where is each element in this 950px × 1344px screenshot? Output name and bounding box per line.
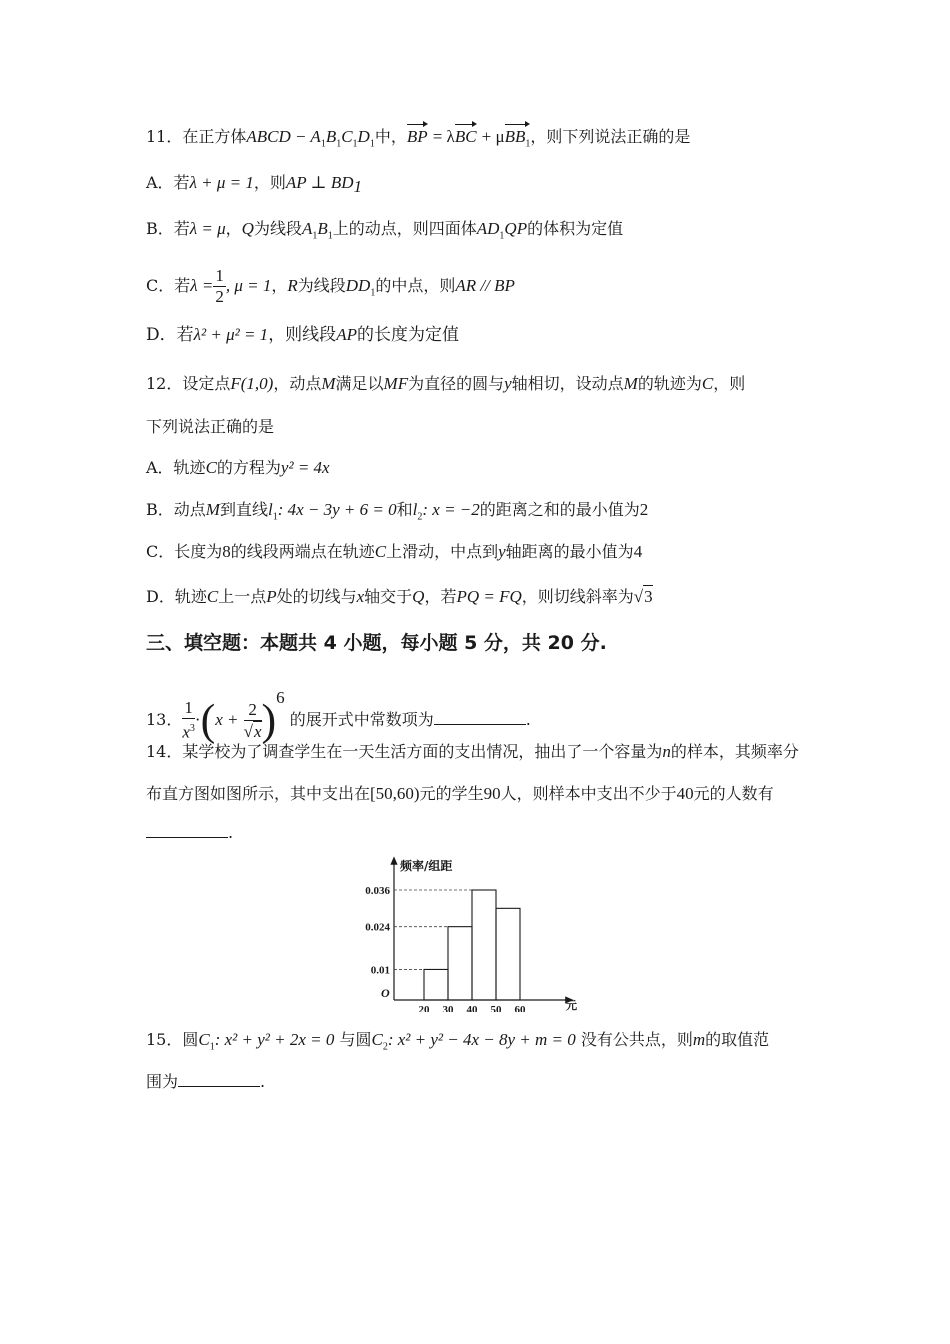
origin-label: O	[381, 986, 390, 1000]
m-var-b: M	[205, 500, 220, 519]
y-tick-label: 0.036	[365, 885, 390, 897]
q12-a-t1: A．轨迹	[146, 458, 206, 477]
q14-interval: [50,60)	[370, 784, 420, 803]
tetra-ad1qp: $AD_1QP$	[476, 219, 528, 242]
c-var-a: C	[205, 458, 217, 477]
section-heading: 三、填空题：本题共 4 小题，每小题 5 分，共 20 分.	[146, 632, 607, 654]
frequency-histogram	[340, 852, 590, 1012]
q12-l1a: 12．设定点	[146, 374, 231, 393]
histogram-bar-[40,50)	[472, 890, 496, 1000]
q11-a-then: ，则	[253, 173, 286, 192]
q11-option-c	[146, 264, 515, 315]
q12-c-t4: 轴距离的最小值为	[505, 542, 634, 561]
q14-blank[interactable]	[146, 823, 228, 838]
q14-l2c: 元的学生	[419, 784, 484, 803]
sqrt-3: √3	[633, 587, 653, 606]
q11-b-cond: λ = μ	[189, 219, 226, 238]
y-var-c: y	[498, 542, 506, 561]
q15-blank[interactable]	[178, 1072, 260, 1087]
q11-d-cond: λ² + μ² = 1	[193, 325, 269, 344]
fraction-one-half: $\frac{1}{2}$	[215, 266, 224, 306]
point-f: F(1,0)	[230, 374, 274, 393]
q12-l2: 下列说法正确的是	[146, 417, 275, 436]
q12-l1e: 轴相切，设动点	[511, 374, 624, 393]
q11-c-concl: AR // BP	[455, 276, 515, 295]
x-tick-label: 50	[490, 1004, 502, 1012]
c1-var: $C_1$	[198, 1030, 215, 1053]
n-var: n	[662, 742, 671, 761]
q13-label: 13．	[146, 710, 183, 729]
x-plus: x +	[215, 710, 239, 729]
q11-c-text1: 为线段	[297, 276, 346, 295]
q13-text: 的展开式中常数项为	[289, 710, 434, 729]
q11-option-a: A．若λ + μ = 1，则AP ⊥ $BD_1$	[146, 173, 363, 197]
q12-option-c	[146, 541, 642, 563]
q14-l2a: 布直方图如图所示，其中支出在	[146, 784, 371, 803]
q14-count: 90	[483, 784, 501, 803]
q12-option-b	[146, 499, 648, 528]
q12-a-eq: y² = 4x	[280, 458, 330, 477]
q15-c1: : x² + y² + 2x = 0	[214, 1030, 335, 1049]
q15-line1	[146, 1029, 769, 1058]
q13-blank[interactable]	[434, 710, 526, 725]
q15-c2: : x² + y² − 4x − 8y + m = 0	[387, 1030, 576, 1049]
q12-d-t1: D．轨迹	[146, 587, 207, 606]
q14-end: .	[228, 823, 234, 842]
exp-6: 6	[276, 688, 285, 707]
q14-l2g: 元的人数有	[693, 784, 774, 803]
q13	[146, 670, 531, 745]
c-var: C	[701, 374, 714, 393]
frac-2-sqrtx: $\frac{2}{√x}$	[243, 699, 262, 741]
vec-bp: BP	[406, 127, 428, 146]
c-var-c: C	[374, 542, 387, 561]
q12-b-l2: : x = −2	[422, 500, 480, 519]
q12-a-t2: 的方程为	[216, 458, 281, 477]
l2-var: $l_2$	[412, 500, 423, 523]
q11-b-text3: 的体积为定值	[527, 219, 624, 238]
q14-l1b: 的样本，其频率分	[670, 742, 799, 761]
q11-c-mid: ，	[271, 276, 288, 295]
x-tick-label: 60	[514, 1004, 526, 1012]
q14-l2e: 人，则样本中支出不少于	[500, 784, 677, 803]
q12-d-t3: 处的切线与	[276, 587, 357, 606]
q12-b-t3: 和	[396, 500, 413, 519]
q11-b-text2: 上的动点，则四面体	[332, 219, 477, 238]
c-var-d: C	[206, 587, 219, 606]
seg-ap: AP	[336, 325, 357, 344]
l1-var: $l_1$	[267, 500, 278, 523]
q12-line1	[146, 373, 745, 395]
q13-end: .	[525, 710, 531, 729]
cube-name: ABCD − $A_1B_1C_1D_1$	[246, 127, 375, 150]
histogram-bar-[30,40)	[448, 927, 472, 1000]
q12-l1g: ，则	[713, 374, 746, 393]
q-point: Q	[241, 219, 254, 238]
q12-option-a	[146, 457, 330, 479]
q11-d-text: ，则线段	[268, 325, 337, 345]
q11-option-b	[146, 218, 623, 247]
q14-threshold: 40	[676, 784, 694, 803]
q11-a-label: A．若	[146, 173, 190, 192]
q11-stem-text: 11．在正方体	[146, 127, 247, 146]
c2-var: $C_2$	[371, 1030, 388, 1053]
m-param: m	[692, 1030, 706, 1049]
m-var2: M	[623, 374, 638, 393]
y-tick-label: 0.01	[370, 964, 390, 977]
q11-option-d	[146, 324, 459, 346]
q12-c-val: 8	[222, 542, 231, 561]
frac-1-x3: $\frac{1}{x^3}$	[182, 698, 195, 742]
q11-c-label: C．若	[146, 276, 191, 295]
q12-c-t1: C．长度为	[146, 542, 223, 561]
q14-line1	[146, 741, 799, 763]
q11-c-cond1: λ =	[190, 276, 214, 295]
q11-a-cond: λ + μ = 1	[189, 173, 254, 192]
q-var: Q	[412, 587, 425, 606]
vec-bc: BC	[454, 127, 477, 146]
x-tick-label: 30	[442, 1004, 454, 1012]
histogram-bar-[20,30)	[424, 969, 448, 1000]
q15-mid: 与圆	[339, 1030, 372, 1049]
eq-plus: + μ	[481, 127, 505, 146]
q15-text2: 的取值范	[705, 1030, 770, 1049]
q15-line2	[146, 1071, 265, 1093]
y-var: y	[504, 374, 512, 393]
q11-b-text1: 为线段	[253, 219, 302, 238]
q12-b-t4: 的距离之和的最小值为	[479, 500, 640, 519]
x-tick-label: 20	[418, 1004, 430, 1012]
q14-l1a: 14．某学校为了调查学生在一天生活方面的支出情况，抽出了一个容量为	[146, 742, 663, 761]
q15-label: 15．圆	[146, 1030, 199, 1049]
q11-b-mid: ，	[225, 219, 242, 238]
left-paren: (	[200, 695, 216, 745]
q12-d-t2: 上一点	[218, 587, 267, 606]
mf-var: MF	[383, 374, 409, 393]
q12-c-t3: 上滑动，中点到	[386, 542, 499, 561]
eq-lambda: = λ	[432, 127, 455, 146]
cube-prefix: ABCD − A	[246, 127, 321, 146]
q11-d-label: D．若	[146, 325, 194, 345]
q12-l1d: 为直径的圆与	[408, 374, 505, 393]
q12-b-t1: B．动点	[146, 500, 206, 519]
q12-d-t4: 轴交于	[364, 587, 413, 606]
q15-text: 没有公共点，则	[580, 1030, 693, 1049]
q11-c-text2: 的中点，则	[375, 276, 456, 295]
q14-line2	[146, 783, 774, 805]
q11-tail: ，则下列说法正确的是	[530, 127, 691, 146]
q12-l1c: 满足以	[335, 374, 384, 393]
q15-end: .	[260, 1072, 266, 1091]
histogram-bar-[50,60)	[496, 908, 520, 1000]
p-var: P	[266, 587, 277, 606]
q12-l1b: ，动点	[273, 374, 322, 393]
y-tick-label: 0.024	[365, 921, 390, 934]
seg-dd1: $DD_1$	[345, 276, 376, 299]
q11-c-cond2: , μ = 1	[225, 276, 272, 295]
vec-bb1: $BB_1$	[505, 126, 531, 155]
x-var: x	[356, 587, 365, 606]
q12-option-d	[146, 585, 653, 608]
q14-line3	[146, 822, 233, 844]
y-axis-label: 频率/组距	[400, 859, 453, 873]
q12-l1f: 的轨迹为	[637, 374, 702, 393]
q12-c-t2: 的线段两端点在轨迹	[230, 542, 375, 561]
x-tick-label: 40	[466, 1004, 478, 1012]
q11-stem	[146, 126, 690, 155]
q11-a-concl: AP ⊥ BD	[285, 173, 354, 192]
q12-d-eq: PQ = FQ	[456, 587, 522, 606]
right-paren: )	[261, 695, 277, 745]
q11-b-label: B．若	[146, 219, 190, 238]
x-axis-label: 元	[566, 999, 577, 1012]
q12-d-t5: ，若	[424, 587, 457, 606]
q12-b-l1: : 4x − 3y + 6 = 0	[277, 500, 397, 519]
q12-b-val: 2	[639, 500, 649, 519]
seg-a1b1: $A_1B_1$	[301, 219, 333, 242]
q15-l2: 围为	[146, 1072, 179, 1091]
dot-op: ·	[194, 710, 201, 729]
q11-d-text2: 的长度为定值	[356, 325, 459, 345]
q11-mid: 中，	[374, 127, 407, 146]
q12-c-val2: 4	[633, 542, 643, 561]
r-point: R	[287, 276, 298, 295]
q12-line2	[146, 416, 274, 438]
q12-d-t6: ，则切线斜率为	[521, 587, 634, 606]
q12-b-t2: 到直线	[219, 500, 268, 519]
m-var: M	[321, 374, 336, 393]
